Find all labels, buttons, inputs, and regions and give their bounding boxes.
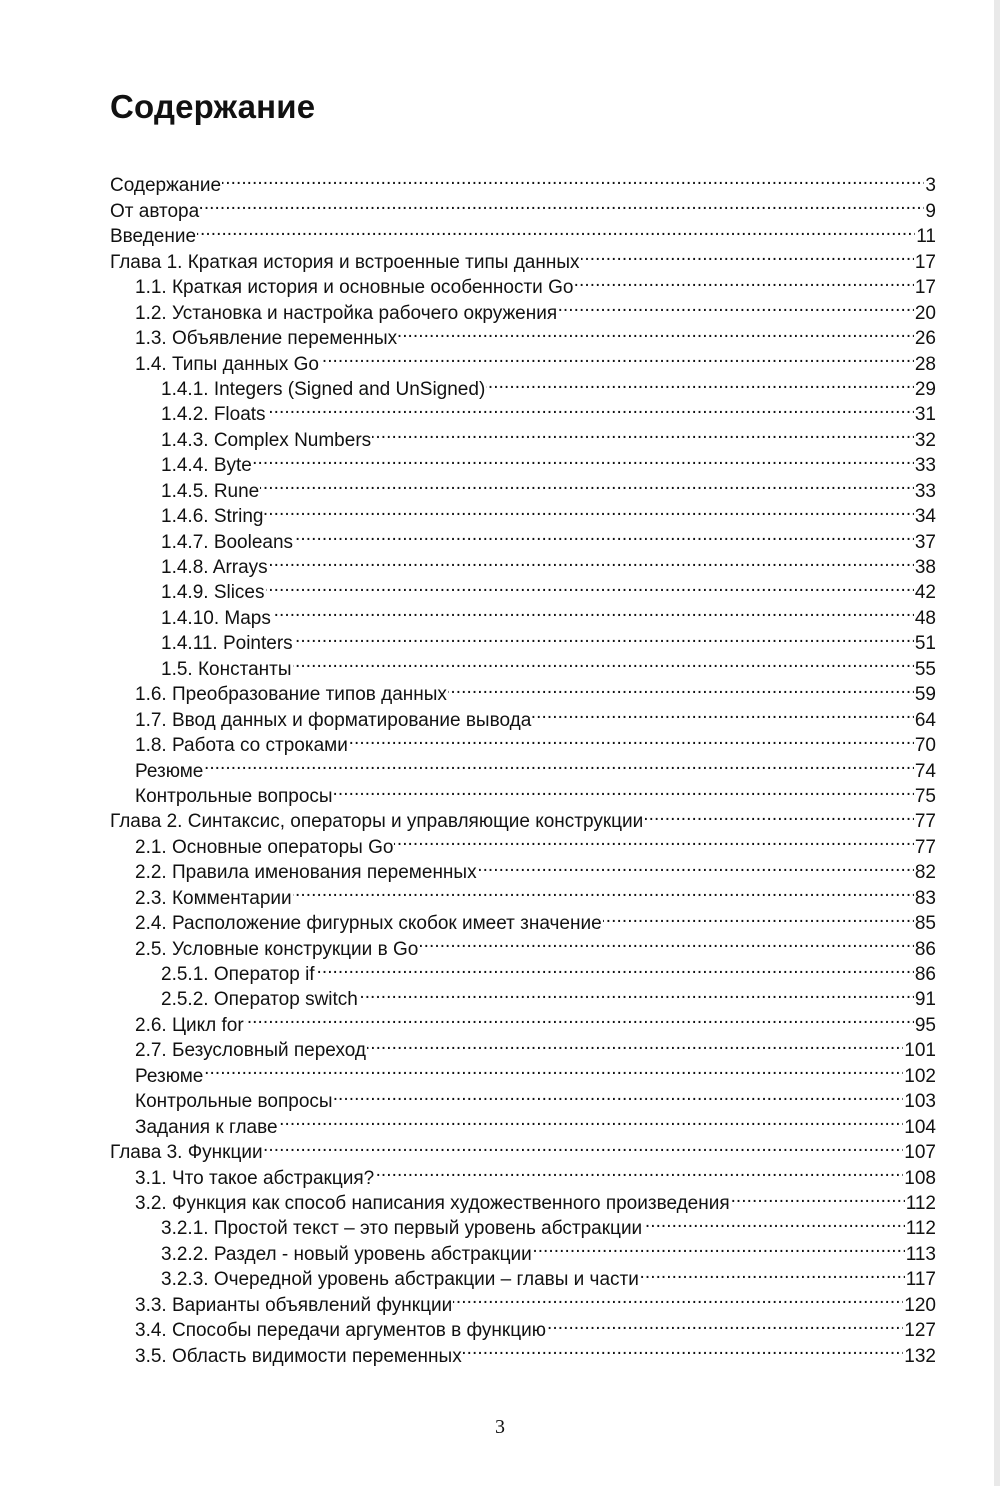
toc-entry-label: Резюме	[135, 1065, 204, 1087]
toc-entry-label: 1.4.3. Complex Numbers	[161, 429, 372, 451]
toc-dot-leader	[334, 777, 914, 802]
toc-entry-page: 108	[904, 1167, 936, 1189]
toc-dot-leader	[398, 319, 914, 344]
toc-entry-page: 127	[904, 1320, 936, 1342]
toc-entry-label: 1.4.7. Booleans	[161, 531, 294, 553]
toc-entry-page: 51	[914, 633, 936, 655]
toc-entry-label: 3.2.2. Раздел - новый уровень абстракции	[161, 1243, 532, 1265]
toc-entry-label: Глава 1. Краткая история и встроенные типы данных	[110, 251, 580, 273]
toc-dot-leader	[200, 191, 924, 216]
toc-entry-label: Глава 2. Синтаксис, операторы и управляющие конструкции	[110, 811, 644, 833]
toc-entry-page: 9	[925, 200, 936, 222]
toc-entry-page: 29	[914, 378, 936, 400]
toc-entry-label: 3.2.3. Очередной уровень абстракции – главы и части	[161, 1269, 639, 1291]
toc-dot-leader	[197, 217, 915, 242]
toc-entry-page: 28	[914, 353, 936, 375]
toc-dot-leader	[574, 268, 913, 293]
toc-dot-leader	[294, 522, 914, 547]
toc-entry-label: 2.6. Цикл for	[135, 1014, 244, 1036]
toc-entry	[110, 242, 936, 273]
toc-dot-leader	[293, 649, 914, 674]
toc-entry-label: Введение	[110, 226, 197, 248]
toc-entry-page: 117	[905, 1269, 936, 1291]
toc-entry-page: 34	[914, 506, 936, 528]
toc-entry-label: 1.3. Объявление переменных	[135, 328, 398, 350]
toc-dot-leader	[643, 1209, 905, 1234]
toc-dot-leader	[644, 802, 914, 827]
toc-entry-label: 1.4.8. Arrays	[161, 557, 268, 578]
table-of-contents	[110, 166, 936, 1367]
toc-dot-leader	[375, 1158, 903, 1183]
toc-dot-leader	[367, 1031, 903, 1056]
toc-entry-label: 1.7. Ввод данных и форматирование вывода	[135, 709, 532, 731]
toc-entry-page: 91	[914, 989, 936, 1011]
toc-dot-leader	[320, 344, 914, 369]
toc-entry-page: 86	[914, 964, 936, 985]
toc-entry-label: Задания к главе	[135, 1116, 278, 1138]
toc-entry-page: 74	[914, 760, 936, 782]
toc-dot-leader	[294, 624, 914, 649]
toc-entry-label: 1.4. Типы данных Go	[135, 353, 319, 375]
toc-entry	[110, 1056, 936, 1087]
toc-entry-label: 1.6. Преобразование типов данных	[135, 684, 447, 706]
toc-entry-page: 120	[904, 1294, 936, 1316]
toc-entry-page: 33	[914, 480, 936, 502]
toc-entry-page: 112	[905, 1218, 936, 1240]
toc-dot-leader	[204, 1056, 903, 1081]
toc-dot-leader	[222, 166, 924, 191]
toc-entry	[110, 1082, 936, 1113]
toc-entry	[110, 217, 936, 248]
toc-entry-label: 3.2.1. Простой текст – это первый уровень абстракции	[161, 1218, 643, 1240]
toc-entry-label: 1.1. Краткая история и основные особенности Go	[135, 277, 574, 299]
toc-dot-leader	[293, 878, 914, 903]
toc-entry-label: 2.2. Правила именования переменных	[135, 862, 477, 884]
toc-entry-label: 3.5. Область видимости переменных	[135, 1345, 462, 1367]
toc-dot-leader	[581, 242, 914, 267]
toc-dot-leader	[279, 1107, 904, 1132]
toc-dot-leader	[533, 1234, 905, 1259]
toc-entry-page: 26	[914, 328, 936, 350]
toc-dot-leader	[731, 1184, 905, 1209]
toc-dot-leader	[453, 1285, 903, 1310]
toc-entry-label: 1.4.2. Floats	[161, 404, 266, 426]
page-number: 3	[495, 1416, 505, 1438]
toc-entry-page: 17	[914, 251, 936, 273]
toc-dot-leader	[448, 675, 914, 700]
toc-entry-page: 75	[914, 785, 936, 807]
toc-entry-page: 17	[914, 277, 936, 299]
toc-entry-label: 3.2. Функция как способ написания художественного произведения	[135, 1192, 730, 1214]
toc-entry-label: Резюме	[135, 760, 204, 782]
toc-entry-label: 2.5.1. Оператор if	[161, 964, 315, 985]
toc-dot-leader	[640, 1260, 905, 1285]
toc-entry-page: 64	[914, 709, 936, 731]
toc-dot-leader	[486, 370, 914, 395]
toc-entry-page: 38	[914, 557, 936, 578]
toc-entry-page: 95	[914, 1014, 936, 1036]
toc-entry-page: 107	[904, 1142, 936, 1164]
toc-dot-leader	[349, 726, 914, 751]
toc-entry-page: 48	[914, 607, 936, 629]
toc-entry-page: 86	[914, 938, 936, 960]
toc-dot-leader	[359, 980, 914, 1005]
toc-entry-label: 1.4.9. Slices	[161, 582, 265, 604]
toc-entry-page: 55	[914, 658, 936, 680]
toc-entry-label: Контрольные вопросы	[135, 1091, 333, 1113]
toc-entry-page: 59	[914, 684, 936, 706]
toc-entry-page: 85	[914, 913, 936, 935]
toc-dot-leader	[245, 1005, 914, 1030]
toc-entry-label: 1.2. Установка и настройка рабочего окружения	[135, 302, 558, 324]
toc-entry	[110, 166, 936, 197]
toc-entry-page: 101	[904, 1040, 936, 1062]
toc-entry-label: 3.3. Варианты объявлений функции	[135, 1294, 453, 1316]
toc-dot-leader	[394, 827, 913, 852]
toc-dot-leader	[419, 929, 914, 954]
toc-entry-page: 33	[914, 455, 936, 477]
toc-entry-label: 1.8. Работа со строками	[135, 735, 348, 757]
toc-dot-leader	[558, 293, 914, 318]
toc-dot-leader	[267, 395, 914, 420]
page-title: Содержание	[110, 88, 316, 125]
toc-dot-leader	[547, 1311, 903, 1336]
toc-entry-page: 37	[914, 531, 936, 553]
toc-dot-leader	[264, 1133, 904, 1158]
toc-entry-page: 32	[914, 429, 936, 451]
toc-dot-leader	[463, 1336, 904, 1361]
toc-entry-page: 104	[904, 1116, 936, 1138]
toc-entry-label: 1.5. Константы	[161, 658, 292, 680]
toc-entry-page: 82	[914, 862, 936, 884]
toc-dot-leader	[260, 471, 914, 496]
toc-entry	[110, 191, 936, 222]
toc-entry-page: 77	[914, 836, 936, 858]
toc-entry-page: 77	[914, 811, 936, 833]
toc-entry-label: 1.4.11. Pointers	[161, 633, 293, 655]
toc-entry-label: 2.7. Безусловный переход	[135, 1040, 366, 1062]
toc-dot-leader	[204, 751, 913, 776]
toc-entry-page: 83	[914, 887, 936, 909]
toc-entry-page: 112	[905, 1192, 936, 1214]
toc-entry-label: 2.5.2. Оператор switch	[161, 989, 358, 1011]
toc-entry-page: 20	[914, 302, 936, 324]
toc-dot-leader	[272, 598, 914, 623]
scan-edge	[994, 0, 1000, 1486]
toc-dot-leader	[603, 904, 914, 929]
toc-entry-page: 103	[904, 1091, 936, 1113]
toc-entry-label: 2.4. Расположение фигурных скобок имеет значение	[135, 913, 602, 935]
toc-entry-label: 2.5. Условные конструкции в Go	[135, 938, 419, 960]
toc-entry-label: 3.4. Способы передачи аргументов в функцию	[135, 1320, 546, 1342]
toc-dot-leader	[372, 420, 914, 445]
toc-entry-label: 1.4.10. Maps	[161, 607, 271, 629]
toc-dot-leader	[269, 548, 914, 573]
toc-entry	[110, 751, 936, 782]
toc-entry-label: 1.4.4. Byte	[161, 455, 252, 477]
toc-entry-page: 102	[904, 1065, 936, 1087]
toc-entry-page: 113	[905, 1243, 936, 1265]
toc-dot-leader	[253, 446, 914, 471]
toc-entry-label: Содержание	[110, 175, 222, 197]
toc-entry-page: 11	[916, 226, 936, 248]
toc-entry-label: Контрольные вопросы	[135, 785, 333, 807]
toc-entry	[110, 777, 936, 807]
toc-entry-label: 3.1. Что такое абстракция?	[135, 1167, 375, 1189]
toc-entry-label: 1.4.5. Rune	[161, 480, 260, 502]
toc-entry-page: 42	[914, 582, 936, 604]
toc-entry-page: 3	[925, 175, 936, 197]
toc-entry-label: 1.4.1. Integers (Signed and UnSigned)	[161, 378, 486, 400]
toc-entry-label: 2.3. Комментарии	[135, 887, 292, 909]
toc-entry-label: 1.4.6. String	[161, 506, 264, 528]
toc-entry-page: 31	[914, 404, 936, 426]
toc-dot-leader	[334, 1082, 904, 1107]
toc-dot-leader	[266, 573, 914, 598]
toc-dot-leader	[532, 700, 914, 725]
toc-entry-page: 70	[914, 735, 936, 757]
toc-entry-page: 132	[904, 1345, 936, 1367]
toc-dot-leader	[316, 955, 914, 980]
toc-dot-leader	[478, 853, 914, 878]
toc-entry-label: Глава 3. Функции	[110, 1142, 263, 1164]
toc-entry-label: 2.1. Основные операторы Go	[135, 836, 394, 858]
toc-entry-label: От автора	[110, 200, 200, 222]
toc-dot-leader	[264, 497, 913, 522]
